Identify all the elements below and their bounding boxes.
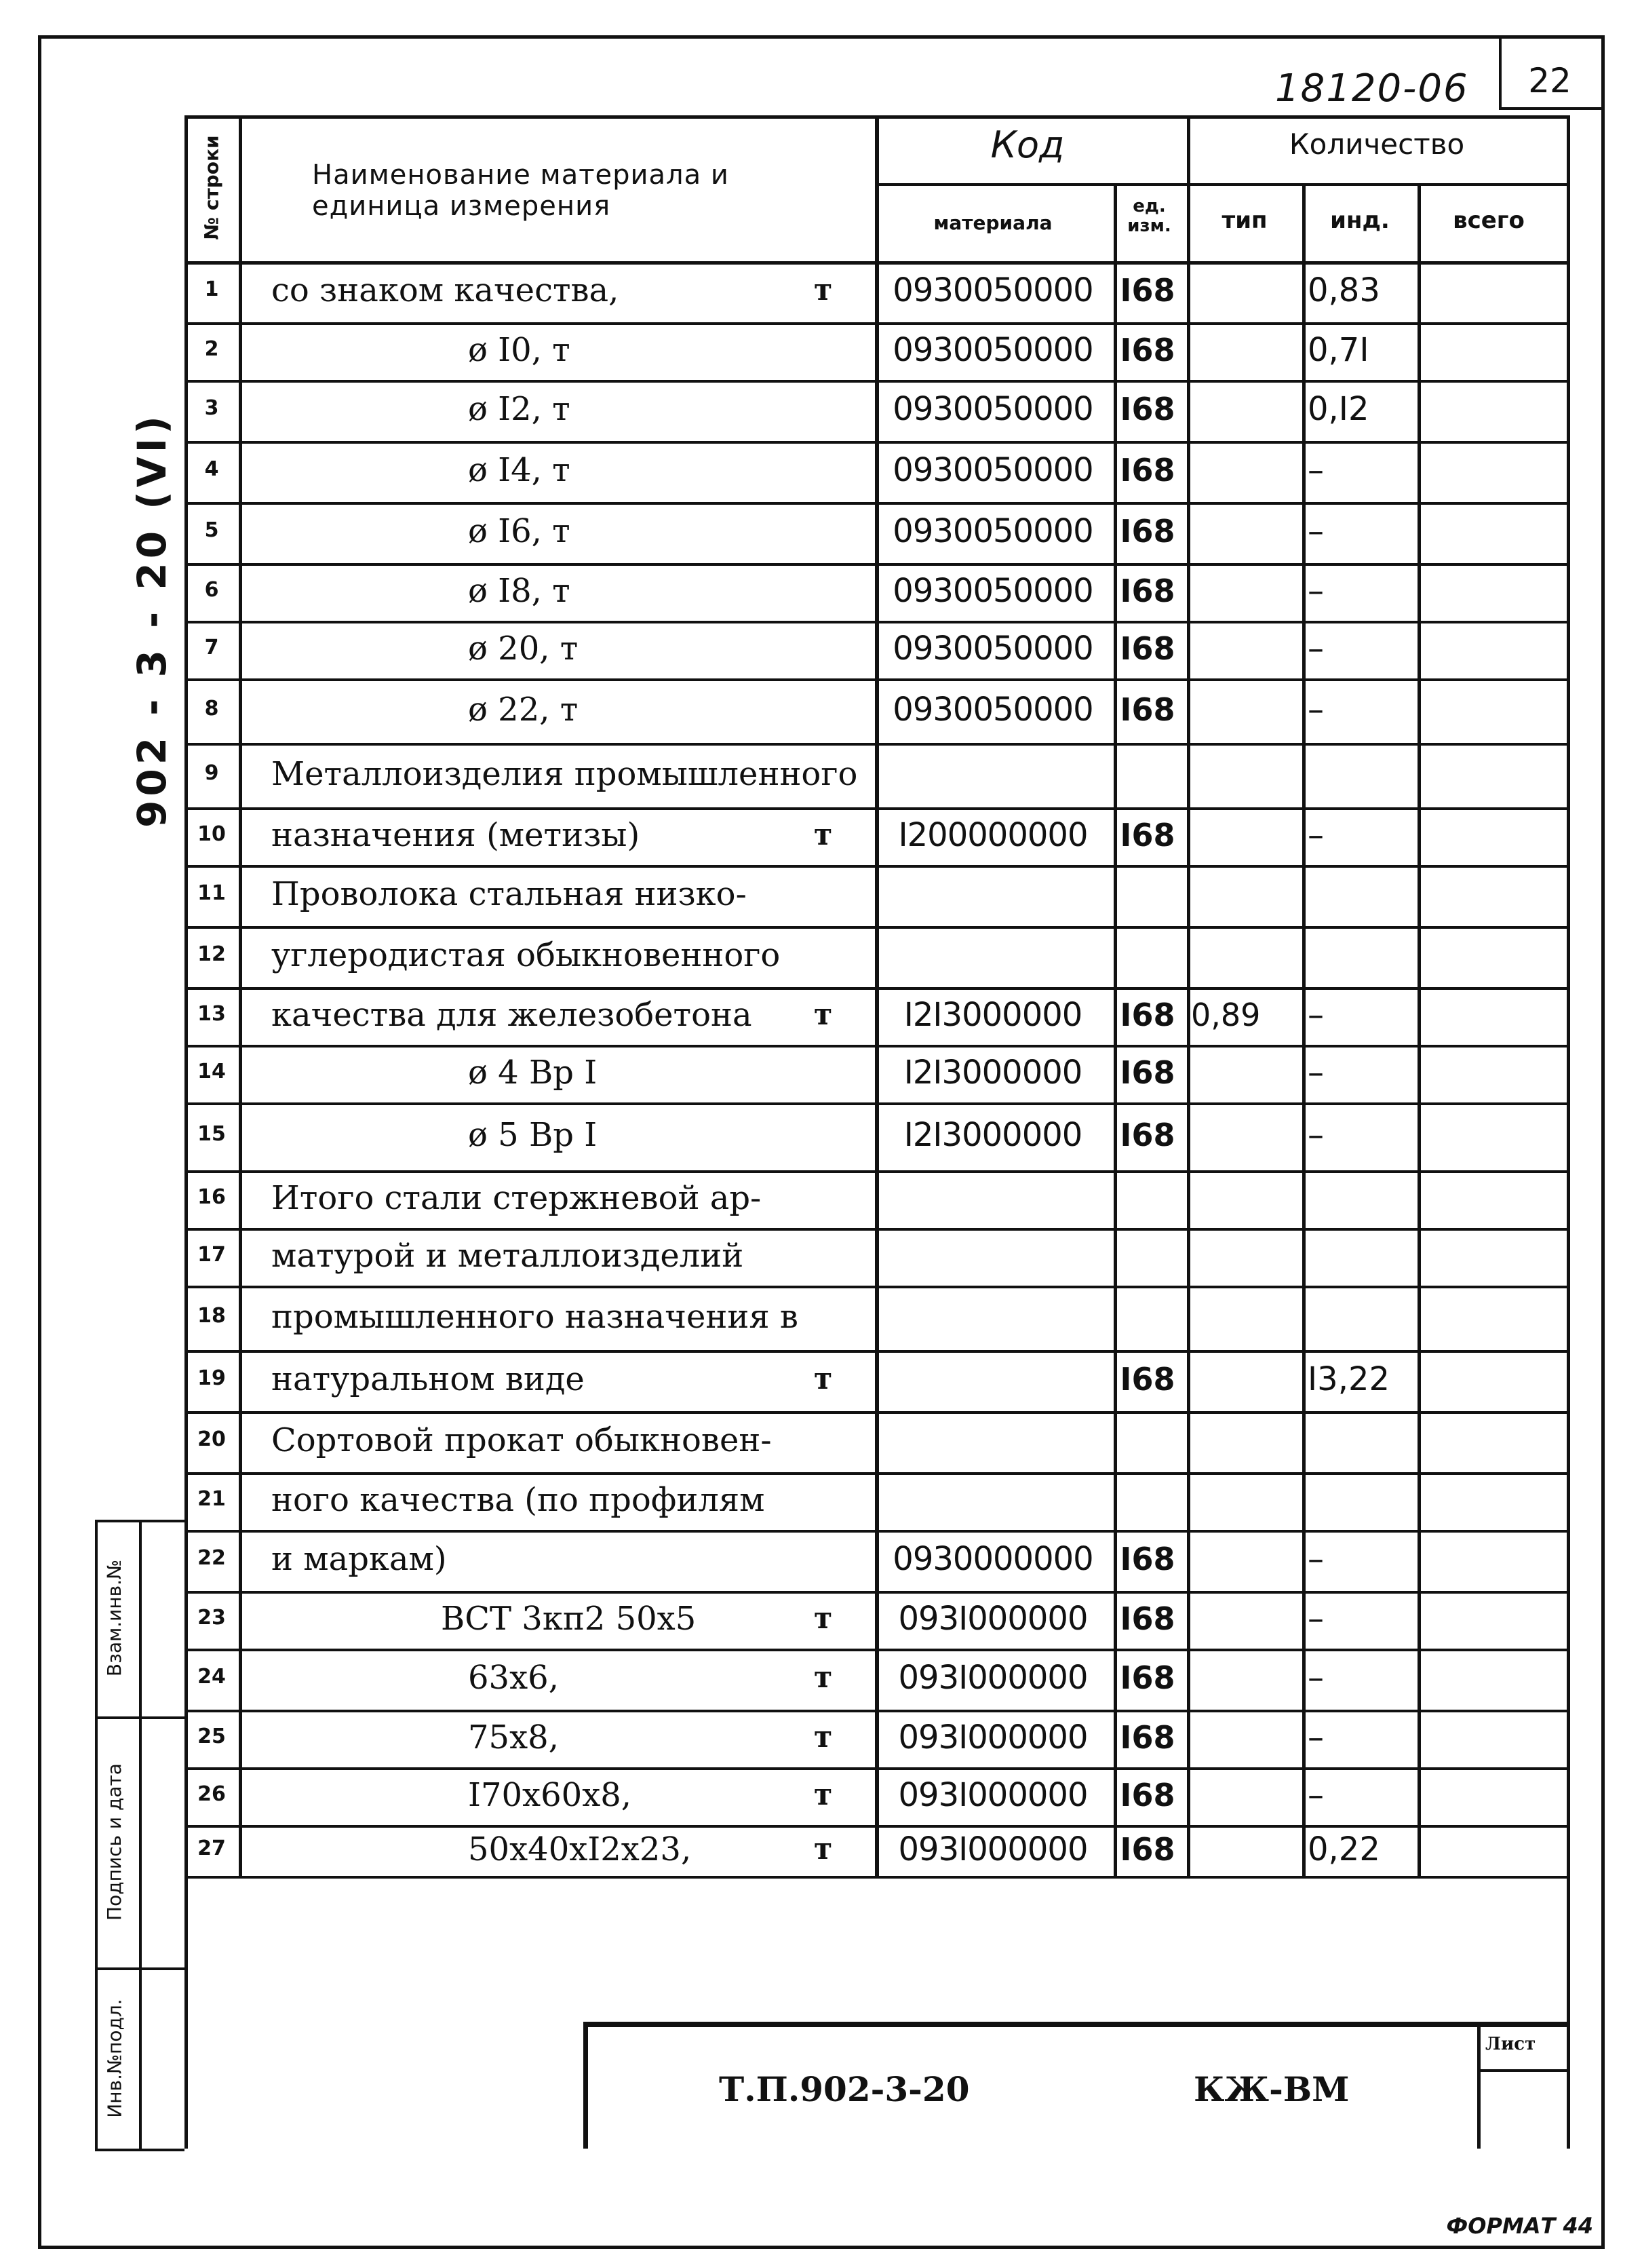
row-separator [184,563,1567,566]
row-separator [184,1530,1567,1533]
material-code: 093I000000 [898,1830,1088,1868]
row-number: 24 [197,1665,226,1689]
material-name: ø I0, т [468,331,570,369]
qty-ind: – [1308,1776,1324,1814]
unit-code: I68 [1120,1054,1175,1091]
qty-ind: 0,I2 [1308,390,1369,428]
row-number: 10 [197,822,226,846]
qty-ind: – [1308,1659,1324,1697]
header-subline [875,183,1567,186]
material-name: Сортовой прокат обыкновен- [271,1421,772,1459]
material-name: матурой и металлоизделий [271,1237,744,1275]
unit-code: I68 [1120,513,1175,550]
qty-ind: – [1308,1116,1324,1154]
row-separator [184,1170,1567,1173]
row-number: 9 [204,761,219,785]
stamp-line [1477,2069,1567,2072]
unit-mark: т [814,818,833,852]
qty-ind: – [1308,996,1324,1034]
header-total: всего [1453,207,1525,234]
row-number: 4 [204,457,219,481]
row-separator [184,865,1567,868]
qty-ind: – [1308,1600,1324,1638]
header-unit: ед. изм. [1127,196,1171,236]
material-code: 0930050000 [893,630,1093,668]
material-name: натуральном виде [271,1360,585,1398]
qty-ind: – [1308,816,1324,854]
unit-code: I68 [1120,1659,1175,1696]
row-separator [184,502,1567,505]
unit-code: I68 [1120,1777,1175,1813]
row-number: 12 [197,942,226,966]
side-label-signature: Подпись и дата [103,1763,125,1921]
row-separator [184,380,1567,383]
material-code: I2I3000000 [903,1054,1082,1092]
stamp-line [1477,2022,1481,2149]
material-name: ø 20, т [468,630,579,668]
unit-code: I68 [1120,1600,1175,1637]
row-number: 18 [197,1304,226,1328]
material-code: 0930050000 [893,271,1093,309]
row-number: 15 [197,1122,226,1146]
qty-ind: – [1308,451,1324,489]
unit-code: I68 [1120,997,1175,1033]
unit-mark: т [814,1362,833,1396]
row-separator [184,1411,1567,1414]
table-right-border [1567,115,1570,2149]
row-number: 21 [197,1487,226,1511]
row-number: 2 [204,337,219,361]
row-separator [184,1591,1567,1594]
material-code: 0930050000 [893,451,1093,489]
side-block-line [95,2149,184,2151]
stamp-project-number: Т.П.902-3-20 [719,2069,970,2109]
material-code: I2I3000000 [903,1116,1082,1154]
material-name: 75х8, [468,1718,559,1756]
unit-code: I68 [1120,1117,1175,1153]
material-name: со знаком качества, [271,271,619,309]
unit-code: I68 [1120,1719,1175,1756]
material-name: 50х40хI2х23, [468,1830,692,1868]
unit-code: I68 [1120,391,1175,427]
unit-code: I68 [1120,332,1175,368]
row-separator [184,1286,1567,1288]
unit-mark: т [814,1601,833,1636]
row-separator [184,1649,1567,1651]
material-code: 0930050000 [893,331,1093,369]
side-project-code: 902 - 3 - 20 (VI) [129,412,175,828]
material-name: качества для железобетона [271,996,752,1034]
page-number: 22 [1528,61,1571,100]
material-code: I200000000 [898,816,1088,854]
material-name: и маркам) [271,1540,447,1578]
material-name: углеродистая обыкновенного [271,936,781,974]
row-separator [184,1228,1567,1231]
row-number: 5 [204,518,219,542]
unit-code: I68 [1120,573,1175,609]
header-quantity: Количество [1289,128,1465,161]
material-name: Проволока стальная низко- [271,875,747,913]
material-name: ø 4 Вр I [468,1054,598,1092]
row-number: 26 [197,1782,226,1806]
material-name: Металлоизделия промышленного [271,755,858,793]
qty-ind: – [1308,572,1324,610]
row-separator [184,1102,1567,1105]
row-separator [184,1472,1567,1475]
unit-code: I68 [1120,1831,1175,1868]
material-code: 0930050000 [893,512,1093,550]
row-number: 27 [197,1837,226,1860]
stamp-line [583,2022,588,2149]
row-number: 23 [197,1606,226,1630]
unit-code: I68 [1120,817,1175,853]
material-name: ø I4, т [468,451,570,489]
material-name: ВСТ 3кп2 50х5 [441,1600,697,1638]
material-name: промышленного назначения в [271,1298,798,1336]
row-number: 13 [197,1002,226,1026]
material-name: ø I2, т [468,390,570,428]
material-name: ø I6, т [468,512,570,550]
row-separator [184,621,1567,623]
unit-mark: т [814,1777,833,1812]
material-code: 093I000000 [898,1659,1088,1697]
side-label-inventory: Инв.№подл. [103,1998,125,2118]
header-type: тип [1221,207,1268,234]
row-number: 20 [197,1427,226,1451]
material-name: ø 5 Вр I [468,1116,598,1154]
material-code: 093I000000 [898,1718,1088,1756]
unit-mark: т [814,997,833,1032]
unit-code: I68 [1120,452,1175,488]
row-number: 3 [204,396,219,420]
row-number: 7 [204,636,219,659]
material-name: ø I8, т [468,572,570,610]
qty-ind: I3,22 [1308,1360,1390,1398]
row-separator [184,678,1567,681]
material-code: 0930050000 [893,691,1093,729]
material-code: 093I000000 [898,1600,1088,1638]
material-name: ного качества (по профилям [271,1481,765,1519]
row-separator [184,926,1567,929]
unit-mark: т [814,1720,833,1754]
header-row-number: № строки [200,135,223,240]
page-num-underline [1499,107,1605,110]
material-name: 63х6, [468,1659,559,1697]
row-number: 25 [197,1725,226,1748]
qty-ind: – [1308,691,1324,729]
qty-type: 0,89 [1191,997,1261,1033]
header-code: Код [990,123,1065,166]
header-ind: инд. [1330,207,1390,234]
table-body-bottom [184,1876,1567,1879]
row-separator [184,1045,1567,1047]
material-name: назначения (метизы) [271,816,640,854]
row-number: 6 [204,578,219,602]
material-name: ø 22, т [468,691,579,729]
row-separator [184,1710,1567,1712]
unit-mark: т [814,1832,833,1866]
qty-ind: – [1308,512,1324,550]
qty-ind: 0,22 [1308,1830,1380,1868]
stamp-drawing-mark: КЖ-ВМ [1194,2069,1350,2109]
unit-code: I68 [1120,630,1175,667]
header-name: Наименование материала и единица измерения [312,159,729,222]
material-name: I70х60х8, [468,1776,632,1814]
row-number: 11 [197,881,226,905]
stamp-sheet-label: Лист [1485,2034,1536,2054]
material-code: I2I3000000 [903,996,1082,1034]
side-block-line [95,1520,98,2151]
material-code: 0930050000 [893,390,1093,428]
unit-code: I68 [1120,691,1175,728]
side-block-line [139,1520,142,2151]
qty-ind: 0,83 [1308,271,1380,309]
qty-ind: – [1308,1718,1324,1756]
material-code: 0930050000 [893,572,1093,610]
row-separator [184,1767,1567,1770]
header-material: материала [933,212,1053,234]
row-separator [184,743,1567,746]
unit-code: I68 [1120,1541,1175,1577]
row-separator [184,441,1567,444]
row-number: 14 [197,1060,226,1083]
unit-mark: т [814,273,833,307]
side-label-replacement: Взам.инв.№ [103,1559,125,1677]
row-separator [184,987,1567,990]
format-label: ФОРМАТ 44 [1446,2213,1593,2239]
qty-ind: – [1308,1054,1324,1092]
qty-ind: 0,7I [1308,331,1369,369]
material-name: Итого стали стержневой ар- [271,1179,762,1217]
row-number: 8 [204,697,219,720]
unit-code: I68 [1120,1361,1175,1398]
unit-code: I68 [1120,272,1175,309]
row-number: 1 [204,277,219,301]
row-number: 16 [197,1185,226,1209]
material-code: 093I000000 [898,1776,1088,1814]
unit-mark: т [814,1660,833,1695]
qty-ind: – [1308,630,1324,668]
row-number: 17 [197,1243,226,1267]
row-separator [184,1825,1567,1828]
row-separator [184,807,1567,810]
doc-number: 18120-06 [1275,66,1469,111]
row-number: 19 [197,1366,226,1390]
stamp-line [583,2022,1567,2027]
qty-ind: – [1308,1540,1324,1578]
page-num-divider [1499,35,1502,110]
row-separator [184,322,1567,325]
row-separator [184,1350,1567,1353]
material-code: 0930000000 [893,1540,1093,1578]
row-number: 22 [197,1546,226,1570]
